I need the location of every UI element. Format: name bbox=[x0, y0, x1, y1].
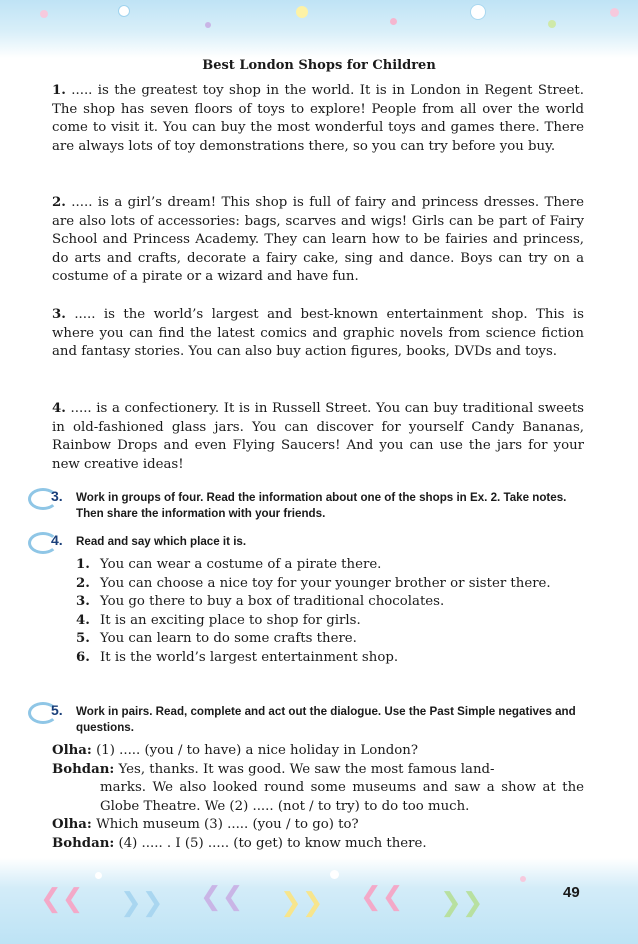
line-text: (1) ..... (you / to have) a nice holiday in London? bbox=[96, 743, 418, 758]
speaker: Olha: bbox=[52, 817, 92, 833]
feather-icon: ❮❮ bbox=[360, 882, 404, 912]
feather-icon: ❯❯ bbox=[120, 888, 164, 918]
speaker: Bohdan: bbox=[52, 835, 115, 851]
decor-dot bbox=[610, 8, 619, 17]
task-badge bbox=[28, 532, 70, 554]
list-item bbox=[76, 593, 584, 612]
item-text: It is an exciting place to shop for girls. bbox=[100, 612, 361, 628]
top-decorative-band bbox=[0, 0, 638, 58]
shop-paragraph-1 bbox=[52, 82, 584, 156]
task-number: 5. bbox=[51, 702, 63, 718]
item-text: You can choose a nice toy for your younger brother or sister there. bbox=[100, 575, 551, 591]
task-number: 3. bbox=[51, 488, 63, 504]
item-text: You can wear a costume of a pirate there. bbox=[100, 557, 382, 572]
decor-dot bbox=[520, 876, 526, 882]
shop-paragraph-2 bbox=[52, 194, 584, 287]
paragraph-number: 2. bbox=[52, 195, 66, 210]
decor-dot bbox=[296, 6, 308, 18]
list-item bbox=[76, 630, 584, 649]
item-number: 5. bbox=[76, 631, 90, 647]
dialogue-line bbox=[52, 816, 584, 835]
item-number: 4. bbox=[76, 612, 90, 628]
feather-icon: ❯❯ bbox=[280, 888, 324, 918]
dialogue-line-continued: marks. We also looked round some museums and saw a show at the Globe Theatre. We (2) ..... (not / to try) to do too much. bbox=[100, 780, 584, 814]
paragraph-text: ..... is a confectionery. It is in Russell Street. You can buy traditional sweets in old-fashioned glass jars. You can discover for yourself Candy Bananas, Rainbow Drops and even Flying Saucers! And you can use the jars for your new creative ideas! bbox=[52, 401, 584, 472]
dialogue-line bbox=[52, 742, 584, 761]
task-badge bbox=[28, 488, 70, 510]
paragraph-number: 4. bbox=[52, 401, 66, 416]
task-instruction: Read and say which place it is. bbox=[76, 535, 247, 548]
item-number: 2. bbox=[76, 575, 90, 591]
dialogue-line bbox=[52, 835, 584, 854]
paragraph-text: ..... is the greatest toy shop in the world. It is in London in Regent Street. The shop has seven floors of toys to explore! People from all over the world come to visit it. You can buy the most wonderful toys and games there. There are always lots of toy demonstrations there, so you can try before you buy. bbox=[52, 83, 584, 154]
item-text: You can learn to do some crafts there. bbox=[100, 631, 357, 647]
decor-dot bbox=[548, 20, 556, 28]
page-title: Best London Shops for Children bbox=[202, 58, 436, 73]
item-number: 6. bbox=[76, 649, 90, 665]
list-item bbox=[76, 612, 584, 631]
speaker: Bohdan: bbox=[52, 761, 115, 777]
speaker: Olha: bbox=[52, 743, 92, 758]
decor-dot bbox=[118, 5, 130, 17]
item-text: You go there to buy a box of traditional chocolates. bbox=[100, 594, 445, 610]
shop-paragraph-4 bbox=[52, 400, 584, 474]
list-item bbox=[76, 575, 584, 594]
feather-icon: ❮❮ bbox=[200, 882, 244, 912]
decor-dot bbox=[205, 22, 211, 28]
task-instruction: Work in pairs. Read, complete and act out the dialogue. Use the Past Simple negatives and questions. bbox=[76, 705, 576, 734]
statement-list bbox=[76, 556, 584, 668]
list-item bbox=[76, 556, 584, 575]
decor-dot bbox=[470, 4, 486, 20]
list-item bbox=[76, 649, 584, 668]
task-badge bbox=[28, 702, 70, 724]
paragraph-number: 1. bbox=[52, 83, 66, 98]
paragraph-text: ..... is the world’s largest and best-known entertainment shop. This is where you can find the latest comics and graphic novels from science fiction and fantasy stories. You can also buy action figures, books, DVDs and toys. bbox=[52, 307, 585, 360]
dialogue bbox=[52, 742, 584, 854]
bottom-decorative-band bbox=[0, 858, 638, 944]
decor-dot bbox=[40, 10, 48, 18]
line-text: (4) ..... . I (5) ..... (to get) to know much there. bbox=[118, 835, 427, 851]
paragraph-text: ..... is a girl’s dream! This shop is full of fairy and princess dresses. There are also lots of accessories: bags, scarves and wigs! Girls can be part of Fairy School and Princess Academy. They can learn how to be fairies and princess, do arts and crafts, decorate a fairy cake, sing and dance. Boys can try on a costume of a pirate or a wizard and have fun. bbox=[52, 195, 584, 285]
task-number: 4. bbox=[51, 532, 63, 548]
decor-dot bbox=[390, 18, 397, 25]
page-number: 49 bbox=[563, 884, 580, 901]
item-text: It is the world’s largest entertainment shop. bbox=[100, 649, 399, 665]
feather-icon: ❯❯ bbox=[440, 888, 484, 918]
task-instruction: Work in groups of four. Read the information about one of the shops in Ex. 2. Take notes. Then share the information with your friends. bbox=[76, 491, 567, 520]
decor-dot bbox=[95, 872, 102, 879]
paragraph-number: 3. bbox=[52, 307, 66, 322]
dialogue-line bbox=[52, 761, 584, 780]
decor-dot bbox=[330, 870, 339, 879]
line-text: Yes, thanks. It was good. We saw the most famous land- bbox=[118, 761, 495, 777]
item-number: 3. bbox=[76, 594, 90, 610]
line-text: Which museum (3) ..... (you / to go) to? bbox=[96, 817, 359, 833]
shop-paragraph-3 bbox=[52, 306, 584, 362]
feather-icon: ❮❮ bbox=[40, 884, 84, 914]
item-number: 1. bbox=[76, 557, 90, 572]
